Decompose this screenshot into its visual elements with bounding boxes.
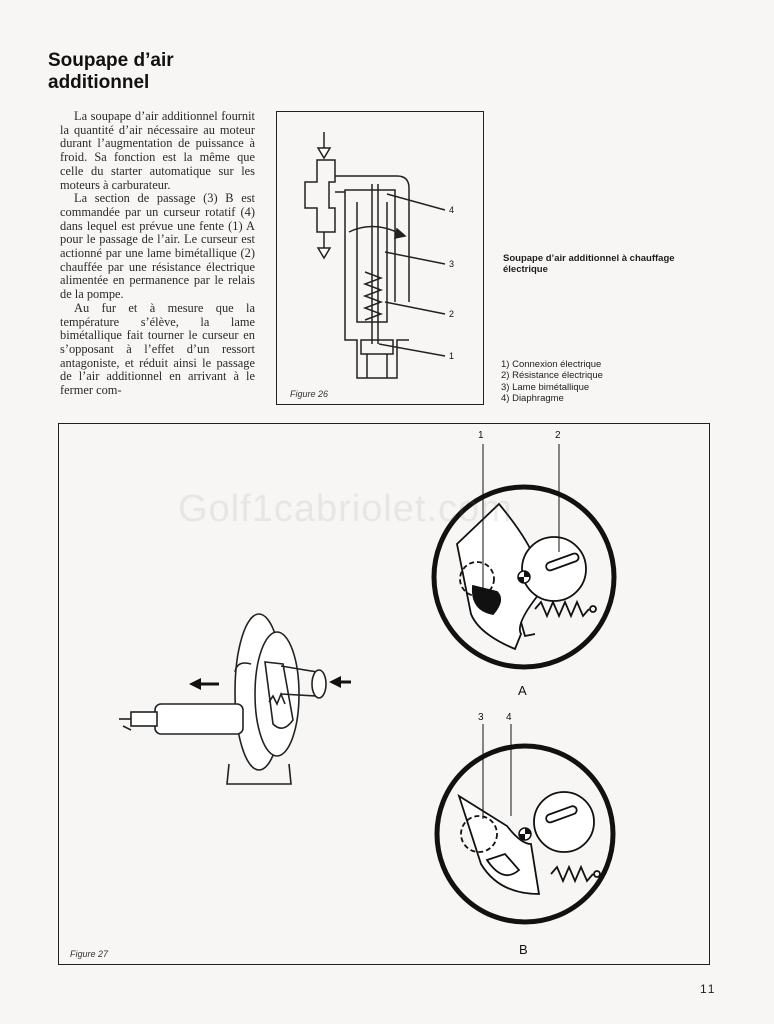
legend-item-1: 1) Connexion électrique <box>501 359 602 370</box>
body-text <box>60 110 255 398</box>
watermark: Golf1cabriolet.com <box>178 488 513 530</box>
page-title: Soupape d’air additionnel <box>48 50 174 93</box>
legend-item-4: 4) Diaphragme <box>501 392 564 404</box>
body-paragraph-1: La soupape d’air additionnel fournit la quantité d’air nécessaire au moteur durant l’augmentation de puissance à froid. Sa fonction est la même que celle du starter automatique sur les moteurs à carburateur. <box>60 109 255 192</box>
legend-item-2: 2) Résistance électrique <box>501 370 603 382</box>
figure-26-callout-1: 1 <box>449 351 455 361</box>
figure-26-title: Soupape d’air additionnel à chauffage électrique <box>503 253 675 275</box>
body-paragraph-2: La section de passage (3) B est commandée par un curseur rotatif (4) dans lequel est prévue une fente (1) A pour le passage de l’air. Le curseur est actionné par une lame bimétallique (2) chauffée par une résistance électrique alimentée en permanence par le relais de la pompe. <box>60 191 255 302</box>
figure-26-callout-3: 3 <box>449 259 455 269</box>
figure-27-callout-4: 4 <box>506 712 512 723</box>
figure-27-caption: Figure 27 <box>70 949 109 959</box>
figure-26-valve-section-diagram <box>277 112 485 406</box>
figure-26-callout-4: 4 <box>449 205 455 215</box>
figure-27-callout-2: 2 <box>555 430 561 441</box>
figure-26-callout-2: 2 <box>449 309 455 319</box>
diagram-b-label: B <box>519 942 528 957</box>
figure-26-caption: Figure 26 <box>290 389 329 399</box>
body-paragraph-3: Au fur et à mesure que la température s’élève, la lame bimétallique fait tourner le curseur en s’opposant à l’effet d’un ressort antagoniste, et réduit ainsi le passage de l’air additionnel en arrivant à le fermer com- <box>60 300 255 398</box>
legend-item-3: 3) Lame bimétallique <box>501 381 590 393</box>
figure-27-callout-1: 1 <box>478 430 484 441</box>
figure-26-legend <box>501 359 603 404</box>
figure-27-callout-3: 3 <box>478 712 484 723</box>
valve-body-illustration <box>119 614 326 784</box>
diagram-a-label: A <box>518 683 527 698</box>
figure-26-frame <box>276 111 484 405</box>
page-number: 11 <box>700 982 717 996</box>
